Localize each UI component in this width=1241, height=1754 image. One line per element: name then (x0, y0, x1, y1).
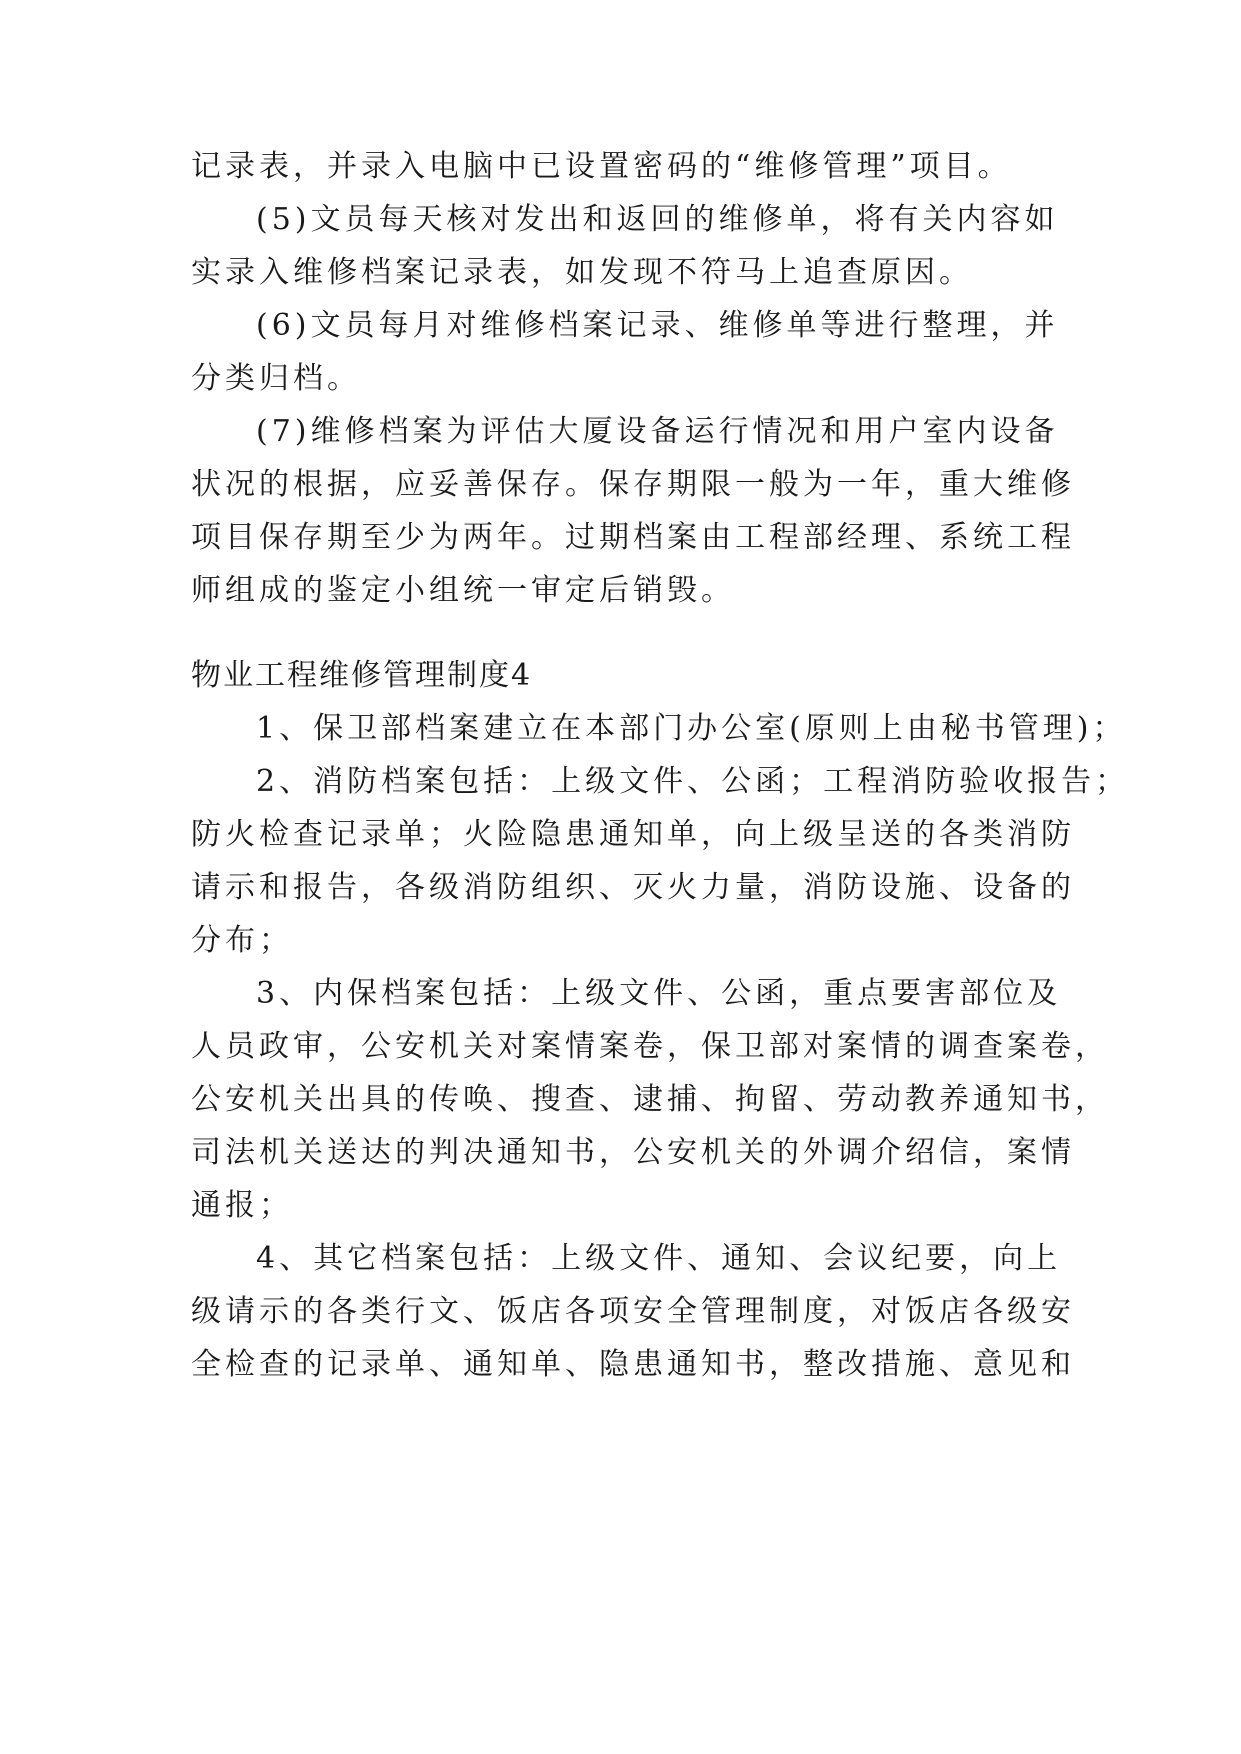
paragraph-line: 状况的根据，应妥善保存。保存期限一般为一年，重大维修 (191, 467, 1075, 502)
paragraph-line: 2、消防档案包括：上级文件、公函；工程消防验收报告； (256, 764, 1130, 799)
paragraph-line: (7)维修档案为评估大厦设备运行情况和用户室内设备 (256, 414, 1059, 449)
paragraph-line: 分类归档。 (191, 361, 361, 396)
paragraph-line: 师组成的鉴定小组统一审定后销毁。 (191, 573, 735, 608)
paragraph-line: 防火检查记录单；火险隐患通知单，向上级呈送的各类消防 (191, 817, 1075, 852)
paragraph-line: (6)文员每月对维修档案记录、维修单等进行整理，并 (256, 308, 1059, 343)
paragraph-line: 分布； (191, 923, 293, 958)
paragraph-line: 实录入维修档案记录表，如发现不符马上追查原因。 (191, 255, 973, 290)
paragraph-line: 人员政审，公安机关对案情案卷，保卫部对案情的调查案卷， (191, 1029, 1109, 1064)
paragraph-line: 3、内保档案包括：上级文件、公函，重点要害部位及 (256, 976, 1062, 1011)
paragraph-line: 4、其它档案包括：上级文件、通知、会议纪要，向上 (256, 1241, 1062, 1276)
paragraph-line: (5)文员每天核对发出和返回的维修单，将有关内容如 (256, 202, 1059, 237)
paragraph-line: 请示和报告，各级消防组织、灭火力量，消防设施、设备的 (191, 870, 1075, 905)
paragraph-line: 记录表，并录入电脑中已设置密码的“维修管理”项目。 (191, 149, 1012, 184)
section-heading: 物业工程维修管理制度4 (191, 658, 533, 693)
paragraph-line: 公安机关出具的传唤、搜查、逮捕、拘留、劳动教养通知书， (191, 1082, 1109, 1117)
paragraph-line: 全检查的记录单、通知单、隐患通知书，整改措施、意见和 (191, 1347, 1075, 1382)
paragraph-line: 级请示的各类行文、饭店各项安全管理制度，对饭店各级安 (191, 1294, 1075, 1329)
paragraph-line: 项目保存期至少为两年。过期档案由工程部经理、系统工程 (191, 520, 1075, 555)
paragraph-line: 通报； (191, 1188, 293, 1223)
paragraph-line: 司法机关送达的判决通知书，公安机关的外调介绍信，案情 (191, 1135, 1075, 1170)
paragraph-line: 1、保卫部档案建立在本部门办公室(原则上由秘书管理)； (256, 711, 1127, 746)
